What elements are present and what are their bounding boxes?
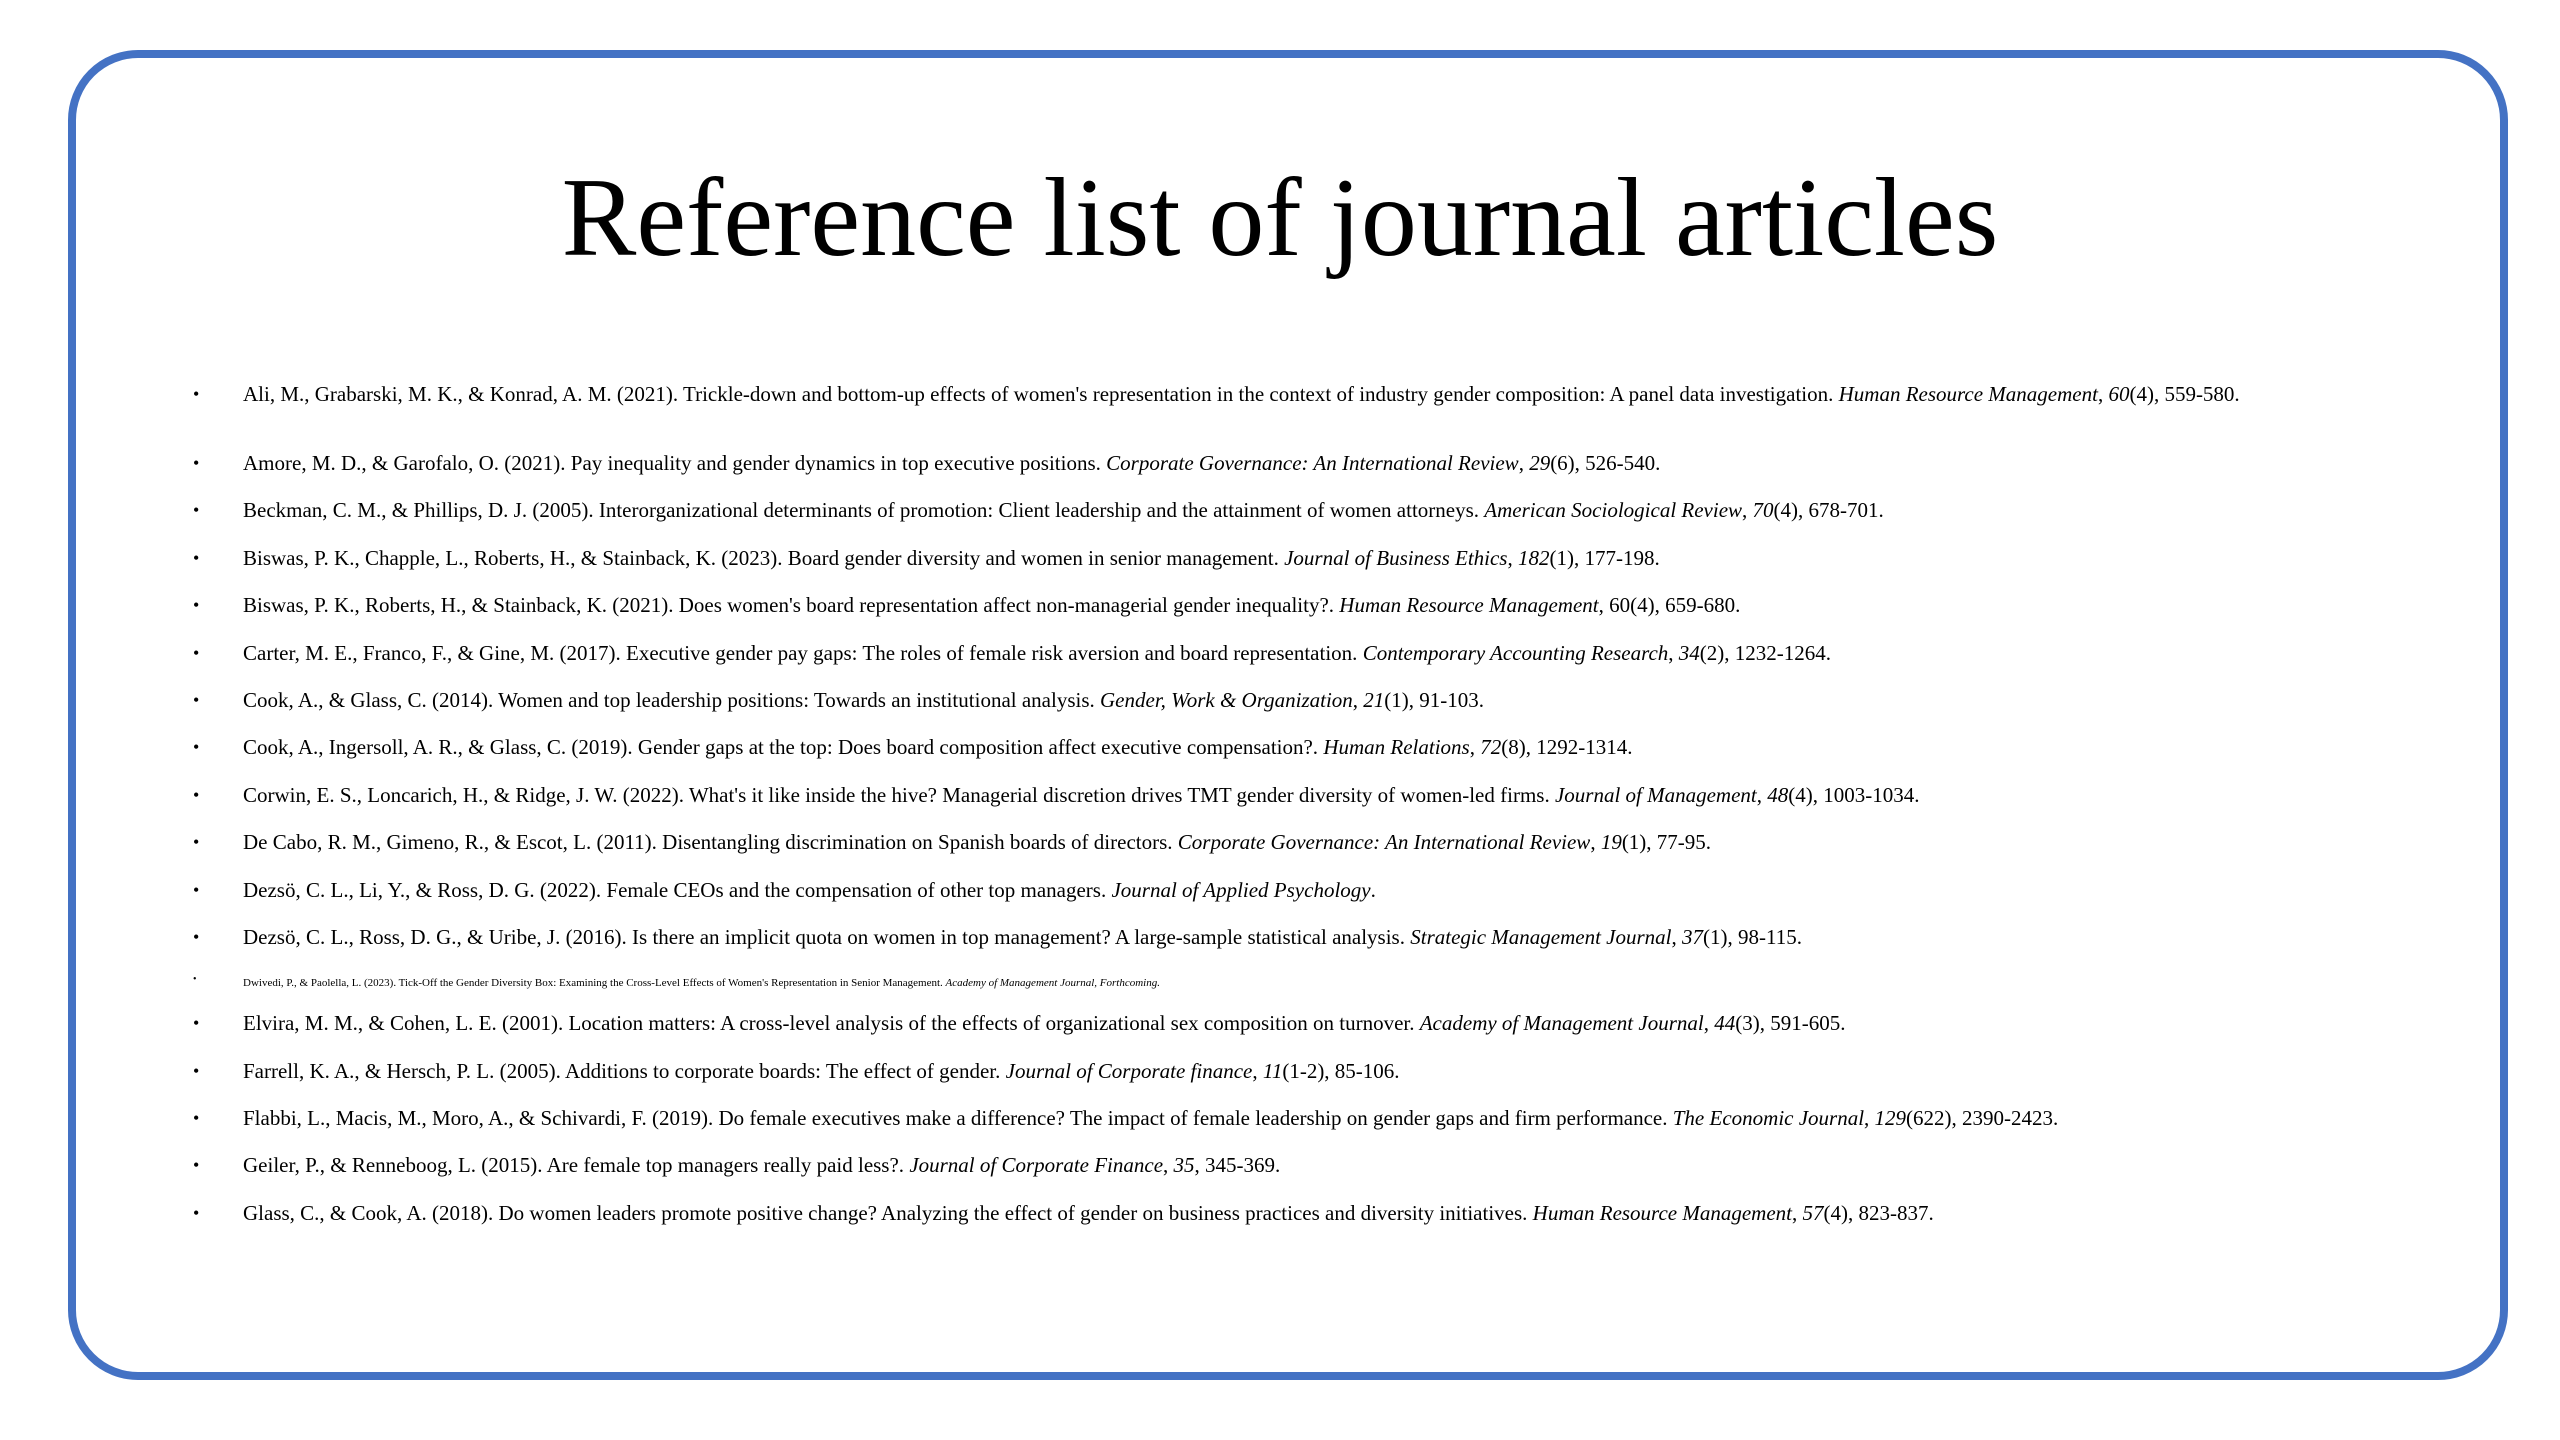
reference-pages: (3), 591-605. [1735, 1011, 1846, 1036]
reference-volume: 29 [1529, 451, 1551, 475]
reference-list [0, 384, 2560, 1249]
reference-item [0, 689, 2560, 736]
reference-separator: , [1791, 1200, 1803, 1225]
bullet-icon: • [193, 689, 200, 710]
reference-item [0, 831, 2560, 878]
bullet-icon: • [193, 453, 200, 473]
reference-item [0, 1107, 2560, 1154]
bullet-icon: • [193, 500, 200, 521]
reference-authors-title: Dezsö, C. L., Li, Y., & Ross, D. G. (2022). Female CEOs and the compensation of other top managers. [243, 877, 1107, 902]
reference-authors-title: Biswas, P. K., Roberts, H., & Stainback, K. (2021). Does women's board representation affect non-managerial gender inequality?. [243, 593, 1335, 618]
bullet-icon: • [193, 1013, 200, 1034]
reference-journal: Strategic Management Journal [1410, 924, 1672, 949]
reference-separator: , [1668, 640, 1679, 665]
reference-journal: Human Resource Management [1339, 593, 1599, 618]
reference-authors-title: Corwin, E. S., Loncarich, H., & Ridge, J. W. (2022). What's it like inside the hive? Managerial discretion drives TMT gender diversity of women-led firms. [243, 782, 1550, 807]
reference-volume: 57 [1802, 1200, 1824, 1225]
reference-authors-title: Beckman, C. M., & Phillips, D. J. (2005). Interorganizational determinants of promotion: Client leadership and the attainment of women attorneys. [243, 498, 1480, 523]
reference-item [0, 642, 2560, 689]
bullet-icon: • [193, 784, 200, 805]
reference-pages: (4), 678-701. [1773, 498, 1884, 523]
reference-pages: (1), 98-115. [1703, 924, 1802, 949]
reference-journal: Corporate Governance: An International Review [1106, 451, 1519, 475]
reference-separator: , [1671, 924, 1683, 949]
reference-authors-title: Elvira, M. M., & Cohen, L. E. (2001). Location matters: A cross-level analysis of the effects of organizational sex composition on turnover. [243, 1011, 1415, 1036]
reference-separator: , [1518, 451, 1530, 475]
reference-separator: , [1756, 782, 1768, 807]
reference-journal: Contemporary Accounting Research [1362, 640, 1669, 665]
bullet-icon: • [193, 1155, 200, 1176]
reference-pages: 60(4), 659-680. [1609, 593, 1741, 618]
bullet-icon: • [193, 547, 200, 568]
slide-title: Reference list of journal articles [561, 156, 1999, 280]
reference-separator: , [1864, 1106, 1875, 1131]
reference-pages: (1-2), 85-106. [1282, 1058, 1400, 1083]
reference-authors-title: De Cabo, R. M., Gimeno, R., & Escot, L. (2011). Disentangling discrimination on Spanish boards of directors. [243, 830, 1173, 855]
reference-authors-title: Amore, M. D., & Garofalo, O. (2021). Pay inequality and gender dynamics in top executive positions. [243, 451, 1101, 475]
reference-authors-title: Dwivedi, P., & Paolella, L. (2023). Tick-Off the Gender Diversity Box: Examining the Cross-Level Effects of Women's Representation in Senior Management. [243, 977, 943, 990]
reference-item [0, 736, 2560, 783]
reference-authors-title: Carter, M. E., Franco, F., & Gine, M. (2017). Executive gender pay gaps: The roles of female risk aversion and board representation. [243, 640, 1358, 665]
reference-pages: (4), 559-580. [2129, 382, 2240, 406]
bullet-icon: • [193, 737, 200, 758]
reference-volume: 48 [1767, 782, 1789, 807]
reference-pages: (1), 77-95. [1621, 830, 1712, 855]
reference-volume: 70 [1752, 498, 1774, 523]
reference-separator: , [1163, 1153, 1174, 1178]
bullet-icon: • [193, 832, 200, 853]
reference-journal: Journal of Corporate finance [1005, 1058, 1253, 1083]
reference-volume: 35 [1173, 1153, 1195, 1178]
reference-journal: Journal of Management [1554, 782, 1757, 807]
bullet-icon: • [193, 974, 197, 986]
reference-journal: Human Relations [1323, 735, 1470, 760]
reference-pages: (2), 1232-1264. [1699, 640, 1832, 665]
reference-item [0, 594, 2560, 641]
reference-separator: , [1252, 1058, 1263, 1083]
reference-pages: . [1370, 877, 1376, 902]
reference-pages: (4), 1003-1034. [1788, 782, 1920, 807]
reference-journal: Journal of Corporate Finance [909, 1153, 1164, 1178]
reference-separator: , [1590, 830, 1601, 855]
reference-pages: (622), 2390-2423. [1906, 1106, 2059, 1131]
reference-authors-title: Ali, M., Grabarski, M. K., & Konrad, A. M. (2021). Trickle-down and bottom-up effects of women's representation in the context of industry gender composition: A panel data investigation. [243, 382, 1834, 406]
reference-volume: 60 [2108, 382, 2130, 406]
reference-item [0, 879, 2560, 926]
reference-separator: , [1507, 545, 1518, 570]
reference-volume: 182 [1517, 545, 1550, 570]
reference-separator: , [1598, 593, 1610, 618]
reference-authors-title: Cook, A., Ingersoll, A. R., & Glass, C. (2019). Gender gaps at the top: Does board composition affect executive compensation?. [243, 735, 1319, 760]
reference-item [0, 384, 2560, 452]
reference-authors-title: Geiler, P., & Renneboog, L. (2015). Are female top managers really paid less?. [243, 1153, 905, 1178]
reference-item [0, 499, 2560, 546]
reference-authors-title: Flabbi, L., Macis, M., Moro, A., & Schivardi, F. (2019). Do female executives make a difference? The impact of female leadership on gender gaps and firm performance. [243, 1106, 1668, 1131]
reference-item [0, 452, 2560, 499]
reference-separator: , [1352, 687, 1364, 712]
reference-journal: Human Resource Management [1532, 1200, 1792, 1225]
reference-journal: Corporate Governance: An International Review [1177, 830, 1591, 855]
reference-item [0, 1154, 2560, 1201]
reference-journal: The Economic Journal [1672, 1106, 1865, 1131]
reference-authors-title: Biswas, P. K., Chapple, L., Roberts, H., & Stainback, K. (2023). Board gender diversity and women in senior management. [243, 545, 1279, 570]
reference-authors-title: Cook, A., & Glass, C. (2014). Women and top leadership positions: Towards an institutional analysis. [243, 687, 1095, 712]
reference-authors-title: Farrell, K. A., & Hersch, P. L. (2005). Additions to corporate boards: The effect of gender. [243, 1058, 1001, 1083]
bullet-icon: • [193, 384, 200, 404]
bullet-icon: • [193, 1202, 200, 1223]
bullet-icon: • [193, 926, 200, 947]
reference-separator: , [1469, 735, 1481, 760]
reference-pages: , 345-369. [1194, 1153, 1281, 1178]
reference-item [0, 784, 2560, 831]
reference-item [0, 547, 2560, 594]
reference-volume: 44 [1714, 1011, 1736, 1036]
bullet-icon: • [193, 595, 200, 616]
reference-item [0, 1060, 2560, 1107]
bullet-icon: • [193, 879, 200, 900]
reference-volume: 34 [1678, 640, 1700, 665]
reference-pages: (1), 177-198. [1549, 545, 1660, 570]
reference-item [0, 1012, 2560, 1059]
reference-separator: , [1742, 498, 1753, 523]
reference-journal: Academy of Management Journal [1419, 1011, 1704, 1036]
reference-authors-title: Glass, C., & Cook, A. (2018). Do women leaders promote positive change? Analyzing the effect of gender on business practices and diversity initiatives. [243, 1200, 1528, 1225]
reference-volume: 129 [1874, 1106, 1907, 1131]
bullet-icon: • [193, 1108, 200, 1129]
reference-volume: 11 [1262, 1058, 1283, 1083]
reference-journal: Human Resource Management [1838, 382, 2098, 406]
reference-journal: Journal of Business Ethics [1284, 545, 1508, 570]
reference-authors-title: Dezsö, C. L., Ross, D. G., & Uribe, J. (2016). Is there an implicit quota on women in top management? A large-sample statistical analysis. [243, 924, 1405, 949]
reference-journal: Gender, Work & Organization [1100, 687, 1353, 712]
reference-separator: , [2097, 382, 2109, 406]
reference-pages: (4), 823-837. [1823, 1200, 1934, 1225]
reference-volume: 21 [1363, 687, 1385, 712]
reference-journal: Academy of Management Journal, Forthcoming. [945, 977, 1160, 990]
bullet-icon: • [193, 1060, 200, 1081]
reference-volume: 37 [1682, 924, 1704, 949]
reference-pages: (8), 1292-1314. [1501, 735, 1633, 760]
reference-pages: (1), 91-103. [1384, 687, 1485, 712]
reference-volume: 72 [1480, 735, 1502, 760]
reference-item [0, 973, 2560, 1012]
reference-journal: American Sociological Review [1484, 498, 1743, 523]
reference-separator: , [1703, 1011, 1715, 1036]
reference-pages: (6), 526-540. [1550, 451, 1661, 475]
reference-journal: Journal of Applied Psychology [1111, 877, 1371, 902]
bullet-icon: • [193, 642, 200, 663]
reference-item [0, 1202, 2560, 1249]
reference-volume: 19 [1600, 830, 1622, 855]
reference-item [0, 926, 2560, 973]
